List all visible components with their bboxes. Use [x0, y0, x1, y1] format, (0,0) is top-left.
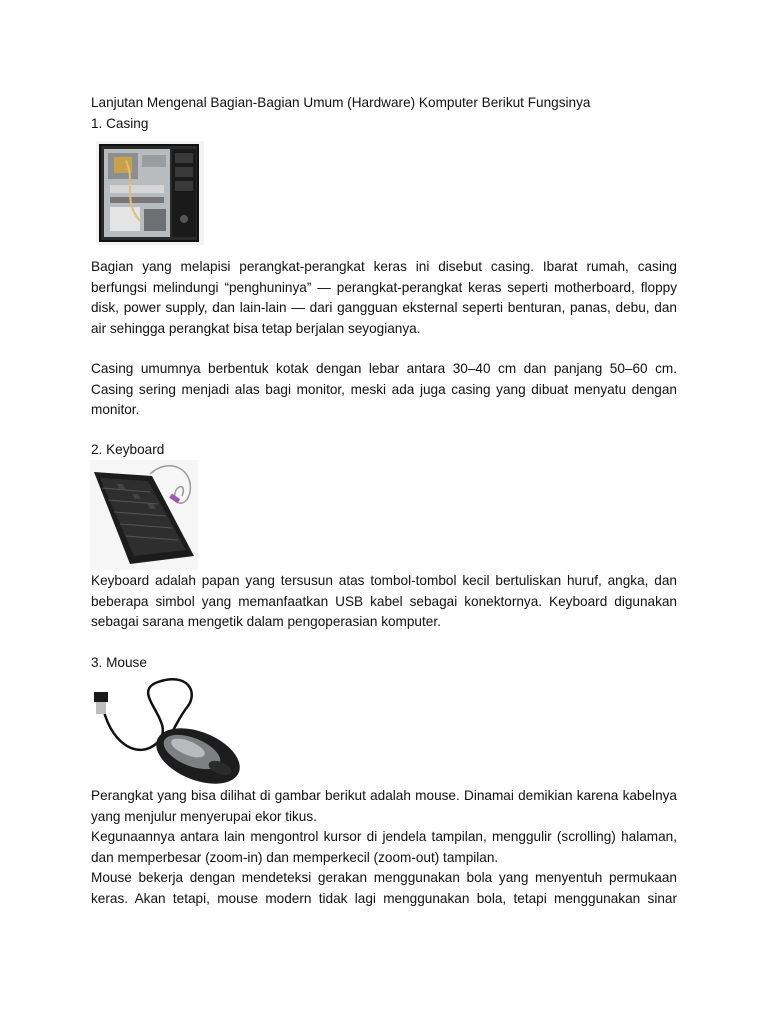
casing-paragraph-1: Bagian yang melapisi perangkat-perangkat keras ini disebut casing. Ibarat rumah, casing berfungsi melindungi “penghuninya” — perangkat-perangkat keras seperti motherboard, floppy disk, power supply, dan lain-lain — dari gangguan eksternal seperti benturan, panas, debu, dan air sehingga perangkat bisa tetap berjalan seyogianya.: [91, 259, 677, 336]
mouse-image: [88, 672, 242, 786]
computer-case-image: [96, 141, 204, 245]
mouse-paragraph-2: Kegunaannya antara lain mengontrol kursor di jendela tampilan, menggulir (scrolling) halaman, dan memperbesar (zoom-in) dan memperkecil (zoom-out) tampilan.: [91, 829, 677, 865]
section-heading-mouse: 3. Mouse: [91, 655, 147, 670]
casing-paragraph-2: Casing umumnya berbentuk kotak dengan lebar antara 30–40 cm dan panjang 50–60 cm. Casing sering menjadi alas bagi monitor, meski ada juga casing yang dibuat menyatu dengan monitor.: [91, 361, 677, 417]
mouse-paragraph-3: Mouse bekerja dengan mendeteksi gerakan menggunakan bola yang menyentuh permukaan keras. Akan tetapi, mouse modern tidak lagi menggunakan bola, tetapi menggunakan sinar: [91, 870, 677, 906]
keyboard-image: [90, 460, 198, 570]
section-heading-casing: 1. Casing: [91, 116, 149, 131]
document-title: Lanjutan Mengenal Bagian-Bagian Umum (Hardware) Komputer Berikut Fungsinya: [91, 95, 591, 110]
keyboard-paragraph: Keyboard adalah papan yang tersusun atas tombol-tombol kecil bertuliskan huruf, angka, dan beberapa simbol yang memanfaatkan USB kabel sebagai konektornya. Keyboard digunakan sebagai sarana mengetik dalam pengoperasian komputer.: [91, 573, 677, 629]
section-heading-keyboard: 2. Keyboard: [91, 442, 165, 457]
mouse-paragraph-1: Perangkat yang bisa dilihat di gambar berikut adalah mouse. Dinamai demikian karena kabelnya yang menjulur menyerupai ekor tikus.: [91, 788, 677, 824]
